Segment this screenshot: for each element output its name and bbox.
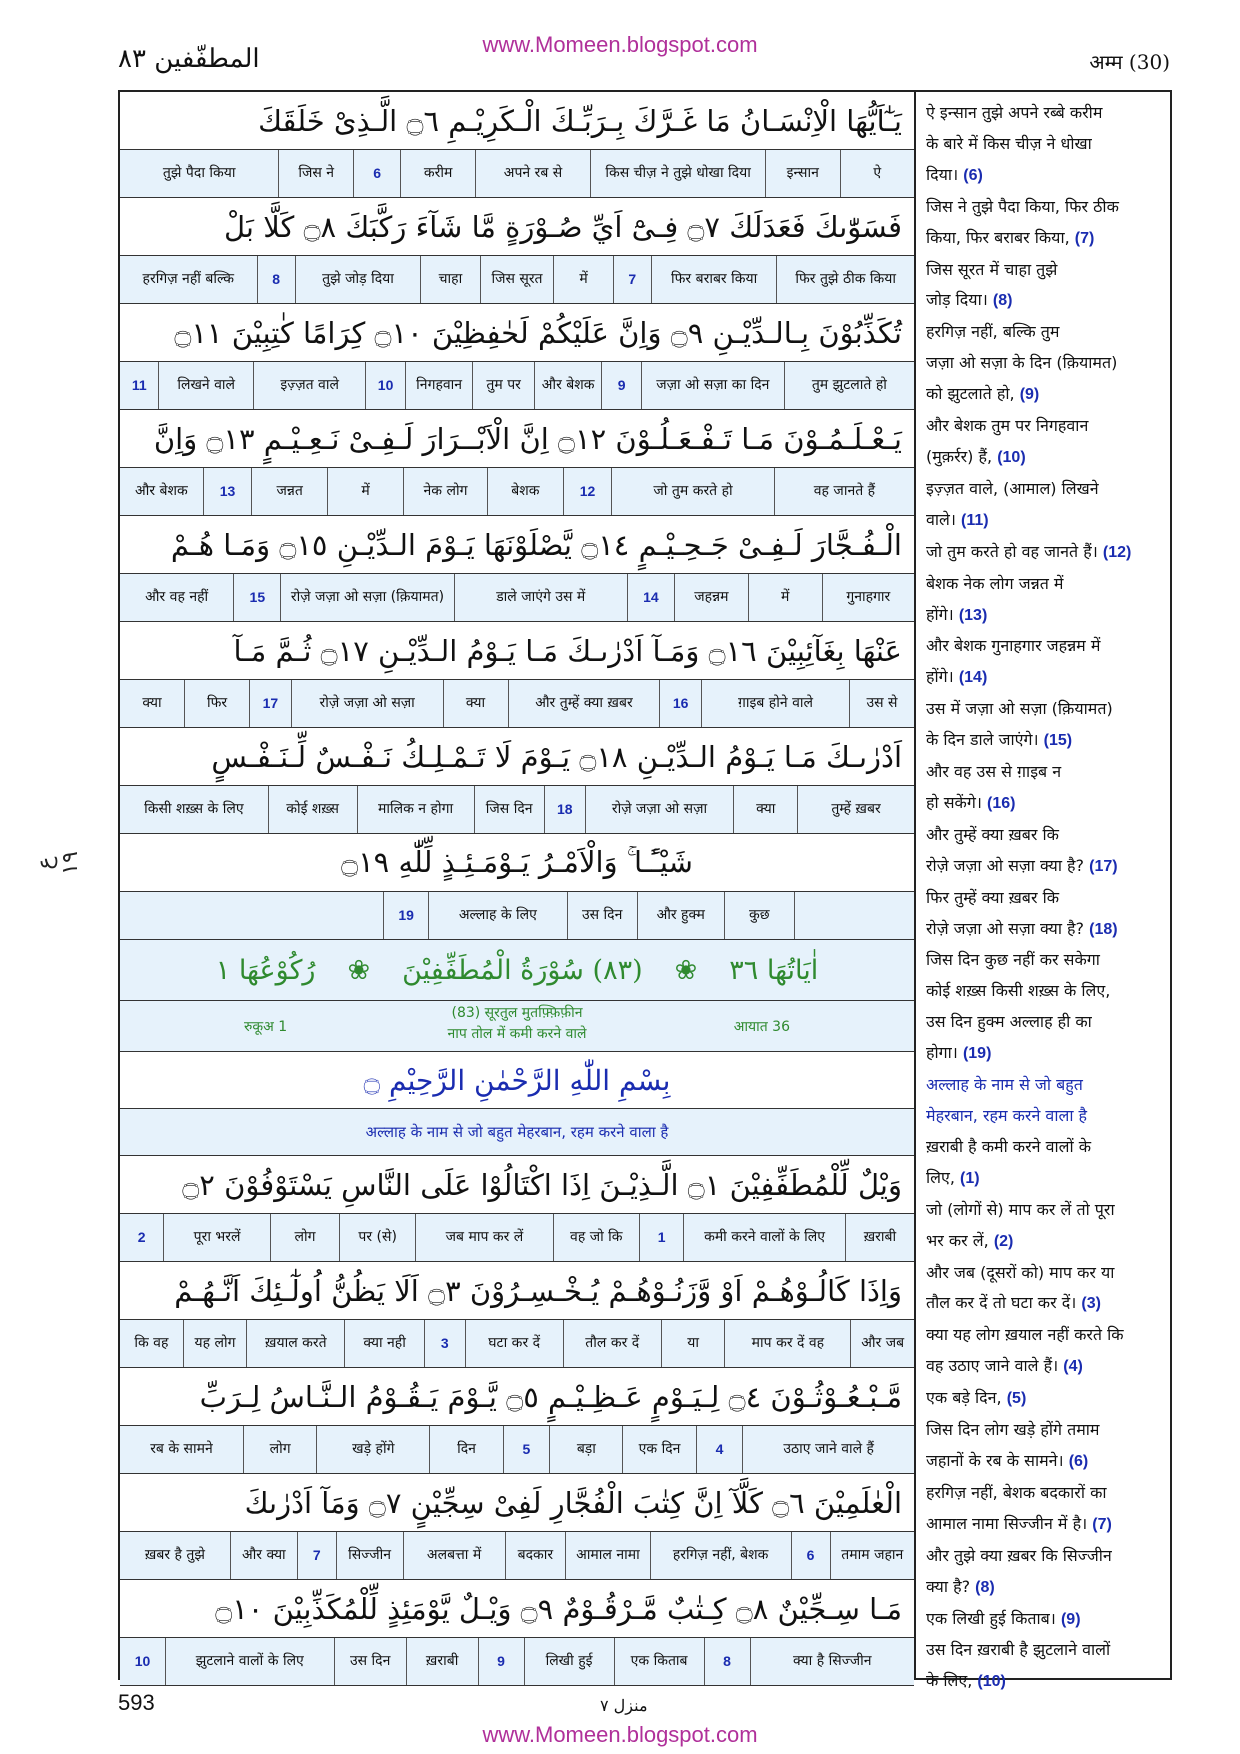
gloss-cell: फिर बराबर किया: [651, 256, 777, 303]
gloss-cell: डाले जाएंगे उस में: [454, 574, 627, 621]
verse-number: (1): [960, 1169, 980, 1187]
page-number: 593: [118, 1690, 155, 1715]
verse-number: (4): [1063, 1358, 1083, 1376]
gloss-cell: में: [748, 574, 822, 621]
verse-number: (7): [1074, 229, 1095, 247]
gloss-cell: वह जानते हैं: [774, 468, 914, 515]
gloss-cell: लिखी हुई: [524, 1638, 614, 1685]
side-line-text: को झुटलाते हो,: [926, 384, 1015, 404]
side-translation-line: [926, 631, 1166, 662]
side-line-text: उस दिन हुक्म अल्लाह ही का: [926, 1012, 1092, 1032]
gloss-cell: 1: [639, 1214, 683, 1261]
side-translation-line: [926, 788, 1166, 820]
side-line-text: भर कर लें,: [926, 1230, 989, 1250]
gloss-cell: 18: [544, 786, 585, 833]
verse-number: (18): [1089, 920, 1118, 938]
gloss-cell: नेक लोग: [403, 468, 487, 515]
header-site-url: www.Momeen.blogspot.com: [482, 32, 758, 57]
gloss-cell: पूरा भरलें: [163, 1214, 270, 1261]
side-translation-line: [926, 411, 1166, 442]
gloss-cell: जन्नत: [251, 468, 327, 515]
verse-number: (19): [962, 1045, 992, 1063]
gloss-cell: मालिक न होगा: [357, 786, 474, 833]
arabic-verse-line: مَّـبْـعُـوْثُـوْنَ ۝٤ لِـيَـوْمٍ عَـظِـيْـمٍ ۝٥ يَّـوْمَ يَـقُـوْمُ الـنَّـاسُ لِـرَبِّ: [120, 1368, 914, 1426]
surah-name-block: [120, 1003, 914, 1045]
side-translation-line: [926, 757, 1166, 788]
arabic-verse-line: يَـعْـلَـمُـوْنَ مَـا تَـفْـعَـلُـوْنَ ۝١٢ اِنَّ الْاَبْــرَارَ لَـفِـىْ نَـعِـيْـمٍ ۝١٣ وَاِنَّ: [120, 410, 914, 468]
side-line-text: दिया।: [926, 164, 959, 184]
gloss-cell: 14: [627, 574, 674, 621]
header-para-name: अम्म (30): [1089, 50, 1170, 74]
gloss-cell: खड़े होंगे: [316, 1426, 429, 1473]
side-translation-line: [926, 1101, 1166, 1132]
side-translation-line: [926, 1195, 1166, 1226]
gloss-cell: और बेशक: [135, 483, 188, 499]
side-translation-line: [926, 569, 1166, 600]
flower-ornament-icon: ❀: [347, 954, 371, 986]
side-line-text: और बेशक तुम पर निगहवान: [926, 416, 1089, 436]
side-line-text: उस दिन ख़राबी है झुटलाने वालों: [926, 1640, 1111, 1660]
side-translation-line: [926, 1509, 1166, 1541]
arabic-verse-line: عَنْهَا بِغَآئِبِيْنَ ۝١٦ وَمَـآ اَدْرٰىـكَ مَـا يَـوْمُ الـدِّيْـنِ ۝١٧ ثُـمَّ مَـآ: [120, 622, 914, 680]
word-gloss-row: [120, 574, 914, 622]
word-gloss-row: [120, 1638, 914, 1686]
gloss-cell: कि वह: [134, 1335, 169, 1351]
gloss-cell: जब माप कर लें: [415, 1214, 552, 1261]
gloss-cell: रोज़े जज़ा ओ सज़ा: [585, 786, 734, 833]
verse-number: (3): [1081, 1295, 1101, 1313]
gloss-cell: पर (से): [339, 1214, 415, 1261]
side-translation-line: [926, 223, 1166, 255]
gloss-cell: तमाम जहान: [830, 1532, 914, 1579]
side-translation-line: [926, 1320, 1166, 1351]
verse-number: (15): [1043, 732, 1073, 750]
gloss-cell: हरगिज़ नहीं बल्कि: [142, 271, 235, 287]
verse-number: (9): [1060, 1610, 1081, 1628]
side-line-text: बेशक नेक लोग जन्नत में: [926, 573, 1064, 593]
word-gloss-row: [120, 1214, 914, 1262]
gloss-cell: जहन्नम: [674, 574, 748, 621]
gloss-cell: अलबत्ता में: [403, 1532, 505, 1579]
bismillah-translation: अल्लाह के नाम से जो बहुत मेहरबान, रहम करने वाला है: [120, 1109, 914, 1156]
gloss-cell: 6: [791, 1532, 830, 1579]
gloss-cell: क्या नही: [344, 1320, 423, 1367]
gloss-empty-cell: [120, 892, 383, 939]
verse-number: (12): [1102, 543, 1132, 561]
side-line-text: क्या है?: [926, 1576, 971, 1596]
side-line-text: वह उठाए जाने वाले हैं।: [926, 1356, 1059, 1376]
gloss-cell: या: [661, 1320, 725, 1367]
gloss-cell: 10: [365, 362, 404, 409]
main-translation-table: [118, 90, 916, 1680]
gloss-cell: तुझे जोड़ दिया: [295, 256, 421, 303]
side-translation-line: [926, 1383, 1166, 1415]
side-translation-line: [926, 1604, 1166, 1636]
gloss-cell: करीम: [400, 150, 474, 197]
surah-info-bar: [120, 1001, 914, 1052]
side-translation-line: [926, 1258, 1166, 1289]
side-line-text: फिर तुम्हें क्या ख़बर कि: [926, 887, 1059, 907]
gloss-cell: कोई शख़्स: [268, 786, 357, 833]
gloss-cell: 5: [503, 1426, 550, 1473]
surah-ruku-count-hi: रुकूअ 1: [244, 1019, 288, 1035]
gloss-cell: किसी शख़्स के लिए: [144, 801, 244, 817]
side-line-text: अल्लाह के नाम से जो बहुत: [926, 1075, 1083, 1095]
side-line-text: एक बड़े दिन,: [926, 1388, 1002, 1408]
side-line-text: आमाल नामा सिज्जीन में है।: [926, 1513, 1088, 1533]
gloss-cell: और तुम्हें क्या ख़बर: [508, 680, 660, 727]
side-line-text: जिस दिन कुछ नहीं कर सकेगा: [926, 950, 1100, 970]
arabic-verse-line: الْعٰلَمِيْنَ ۝٦ كَلَّآ اِنَّ كِتٰبَ الْفُجَّارِ لَفِىْ سِجِّيْنٍ ۝٧ وَمَآ اَدْرٰىكَ: [120, 1474, 914, 1532]
gloss-cell: कमी करने वालों के लिए: [683, 1214, 845, 1261]
side-line-text: रोज़े जज़ा ओ सज़ा क्या है?: [926, 918, 1085, 938]
side-line-text: जिस सूरत में चाहा तुझे: [926, 259, 1058, 279]
gloss-cell: तुम्हें ख़बर: [797, 786, 914, 833]
side-line-text: ऐ इन्सान तुझे अपने रब्बे करीम: [926, 103, 1103, 122]
gloss-cell: माप कर दें वह: [724, 1320, 850, 1367]
gloss-cell: 2: [137, 1229, 146, 1245]
margin-ruku-mark: ع ١٩: [33, 851, 83, 875]
side-line-text: जोड़ दिया।: [926, 290, 988, 310]
gloss-cell: ऐ: [840, 150, 914, 197]
gloss-cell: कुछ: [724, 892, 794, 939]
gloss-cell: बेशक: [487, 468, 563, 515]
side-translation-line: [926, 820, 1166, 851]
side-line-text: (मुक़र्रर) हैं,: [926, 446, 993, 466]
side-line-text: जो (लोगों से) माप कर लें तो पूरा: [926, 1199, 1115, 1219]
word-gloss-row: [120, 892, 914, 940]
word-gloss-row: [120, 1532, 914, 1580]
side-translation-line: [926, 1007, 1166, 1038]
side-translation-line: [926, 600, 1166, 632]
verse-number: (10): [997, 448, 1026, 466]
side-translation-line: [926, 1070, 1166, 1101]
gloss-cell: 12: [563, 468, 611, 515]
gloss-cell: सिज्जीन: [336, 1532, 403, 1579]
verse-number: (14): [958, 669, 988, 687]
gloss-cell: 4: [696, 1426, 743, 1473]
gloss-cell: 8: [257, 256, 295, 303]
side-translation-line: [926, 1288, 1166, 1320]
side-line-text: किया, फिर बराबर किया,: [926, 227, 1070, 247]
side-translation-line: [926, 1446, 1166, 1478]
side-translation-line: [926, 1038, 1166, 1070]
arabic-verse-line: تُكَذِّبُوْنَ بِـالـدِّيْـنِ ۝٩ وَاِنَّ عَلَيْكُمْ لَحٰفِظِيْنَ ۝١٠ كِرَامًا كٰتِبِيْنَ ۝١١: [120, 304, 914, 362]
gloss-cell: किस चीज़ ने तुझे धोखा दिया: [590, 150, 765, 197]
verse-number: (10): [977, 1673, 1006, 1691]
side-translation-line: [926, 725, 1166, 757]
gloss-cell: जज़ा ओ सज़ा का दिन: [641, 362, 784, 409]
gloss-cell: इज़्ज़त वाले: [253, 362, 365, 409]
gloss-cell: वह जो कि: [553, 1214, 639, 1261]
arabic-verse-line: وَيْلٌ لِّلْمُطَفِّفِيْنَ ۝١ الَّـذِيْـنَ اِذَا اكْتَالُوْا عَلَى النَّاسِ يَسْتَوْفُوْنَ ۝٢: [120, 1156, 914, 1214]
side-line-text: जिस ने तुझे पैदा किया, फिर ठीक: [926, 196, 1119, 216]
gloss-cell: ख़राबी: [845, 1214, 914, 1261]
verse-number: (6): [1068, 1452, 1089, 1470]
surah-name-hi: (83) सूरतुल मुतफ़्फ़िफ़ीन: [451, 1005, 583, 1021]
gloss-cell: एक किताब: [614, 1638, 704, 1685]
gloss-cell: और बेशक: [534, 362, 602, 409]
side-translation-line: [926, 505, 1166, 537]
gloss-cell: गुनाहगार: [822, 574, 914, 621]
surah-name-ar: (٨٣) سُوْرَةُ الْمُطَفِّفِيْنَ: [402, 954, 643, 986]
side-translation-line: [926, 945, 1166, 976]
gloss-cell: 15: [233, 574, 280, 621]
gloss-cell: लिखने वाले: [158, 362, 252, 409]
arabic-verse-line: شَيْـًٔـا ۚ وَالْاَمْـرُ يَـوْمَـئِـذٍ لِّلّٰهِ ۝١٩: [120, 834, 914, 892]
gloss-cell: अल्लाह के लिए: [428, 892, 567, 939]
side-translation-line: [926, 914, 1166, 946]
gloss-cell: तुम झुटलाते हो: [784, 362, 914, 409]
surah-ayat-count-hi: आयात 36: [733, 1019, 790, 1035]
side-translation-line: [926, 129, 1166, 160]
gloss-cell: इन्सान: [765, 150, 839, 197]
gloss-cell: में: [327, 468, 403, 515]
gloss-cell: एक दिन: [622, 1426, 695, 1473]
gloss-cell: क्या: [733, 786, 797, 833]
word-gloss-row: [120, 1426, 914, 1474]
side-line-text: जो तुम करते हो वह जानते हैं।: [926, 541, 1098, 561]
side-line-text: और तुझे क्या ख़बर कि सिज्जीन: [926, 1545, 1112, 1565]
side-line-text: के दिन डाले जाएंगे।: [926, 730, 1039, 750]
gloss-cell: घटा कर दें: [465, 1320, 563, 1367]
footer-site-url: www.Momeen.blogspot.com: [482, 1722, 758, 1747]
side-line-text: होंगे।: [926, 604, 954, 624]
gloss-cell: ख़राबी: [406, 1638, 478, 1685]
side-translation-line: [926, 442, 1166, 474]
bismillah-arabic: بِسْمِ اللّٰهِ الرَّحْمٰنِ الرَّحِيْمِ ۝: [120, 1052, 914, 1109]
gloss-cell: फिर तुझे ठीक किया: [776, 256, 914, 303]
gloss-cell: 6: [353, 150, 400, 197]
gloss-cell: ख़याल करते: [246, 1320, 344, 1367]
side-line-text: उस में जज़ा ओ सज़ा (क़ियामत): [926, 699, 1113, 719]
gloss-cell: तौल कर दें: [563, 1320, 661, 1367]
side-line-text: और वह उस से ग़ाइब न: [926, 762, 1062, 782]
flower-ornament-icon: ❀: [674, 954, 698, 986]
gloss-cell: 16: [659, 680, 701, 727]
side-line-text: इज़्ज़त वाले, (आमाल) लिखने: [926, 478, 1099, 498]
surah-title-bar: [120, 940, 914, 1001]
side-translation-line: [926, 694, 1166, 725]
gloss-cell: आमाल नामा: [565, 1532, 649, 1579]
side-line-text: तौल कर दें तो घटा कर दें।: [926, 1293, 1077, 1313]
gloss-cell: उस दिन: [334, 1638, 406, 1685]
gloss-cell: ग़ाइब होने वाले: [701, 680, 849, 727]
gloss-cell: दिन: [429, 1426, 502, 1473]
gloss-cell: हरगिज़ नहीं, बेशक: [650, 1532, 791, 1579]
surah-ayat-count-ar: اٰيَاتُهَا ٣٦: [729, 954, 819, 986]
side-line-text: जिस दिन लोग खड़े होंगे तमाम: [926, 1420, 1100, 1440]
gloss-cell: और जब: [850, 1320, 914, 1367]
gloss-cell: निगहवान: [405, 362, 473, 409]
gloss-cell: तुझे पैदा किया: [162, 165, 236, 181]
gloss-cell: 3: [424, 1320, 465, 1367]
gloss-cell: झुटलाने वालों के लिए: [165, 1638, 334, 1685]
gloss-empty-cell: [794, 892, 914, 939]
verse-number: (7): [1092, 1515, 1112, 1533]
side-translation-line: [926, 537, 1166, 569]
gloss-cell: और हुक्म: [637, 892, 724, 939]
manzil-label: منزل ٧: [600, 1696, 648, 1715]
side-line-text: होगा।: [926, 1043, 958, 1063]
verse-number: (17): [1089, 857, 1118, 875]
gloss-cell: रब के सामने: [150, 1441, 213, 1457]
gloss-cell: जो तुम करते हो: [611, 468, 774, 515]
gloss-cell: क्या: [443, 680, 508, 727]
verse-number: (16): [987, 794, 1016, 812]
arabic-verse-line: اَدْرٰىـكَ مَـا يَـوْمُ الـدِّيْـنِ ۝١٨ يَـوْمَ لَا تَـمْـلِـكُ نَـفْـسٌ لِّـنَـفْـسٍ: [120, 728, 914, 786]
gloss-cell: 10: [134, 1653, 151, 1669]
side-translation-line: [926, 883, 1166, 914]
side-line-text: के लिए,: [926, 1671, 973, 1691]
arabic-verse-line: يَـٰٓاَيُّهَا الْاِنْسَـانُ مَا غَـرَّكَ بِـرَبِّـكَ الْـكَرِيْـمِ ۝٦ الَّـذِىْ خَلَقَكَ: [120, 92, 914, 150]
gloss-cell: लोग: [270, 1214, 339, 1261]
word-gloss-row: [120, 680, 914, 728]
verse-number: (13): [958, 606, 988, 624]
side-line-text: और तुम्हें क्या ख़बर कि: [926, 824, 1059, 844]
side-translation-line: [926, 160, 1166, 192]
side-translation-line: [926, 192, 1166, 223]
gloss-cell: चाहा: [420, 256, 479, 303]
verse-number: (9): [1019, 386, 1040, 404]
side-translation-line: [926, 98, 1166, 129]
surah-meaning-hi: नाप तोल में कमी करने वाले: [447, 1026, 587, 1042]
gloss-cell: रोज़े जज़ा ओ सज़ा (क़ियामत): [280, 574, 453, 621]
side-line-text: और बेशक गुनाहगार जहन्नम में: [926, 636, 1101, 656]
arabic-verse-line: مَـا سِـجِّيْنٌ ۝٨ كِـتٰبٌ مَّـرْقُـوْمٌ ۝٩ وَيْـلٌ يَّوْمَئِذٍ لِّلْمُكَذِّبِيْنَ ۝١٠: [120, 1580, 914, 1638]
side-translation-line: [926, 317, 1166, 348]
gloss-cell: 9: [478, 1638, 524, 1685]
verse-number: (2): [993, 1232, 1014, 1250]
side-line-text: एक लिखी हुई किताब।: [926, 1608, 1056, 1628]
verse-number: (5): [1006, 1390, 1027, 1408]
gloss-cell: 17: [249, 680, 291, 727]
side-line-text: होंगे।: [926, 667, 954, 687]
gloss-cell: 7: [297, 1532, 336, 1579]
side-line-text: कोई शख़्स किसी शख़्स के लिए,: [926, 981, 1111, 1001]
word-gloss-row: [120, 1320, 914, 1368]
side-translation-line: [926, 1163, 1166, 1195]
gloss-cell: बड़ा: [549, 1426, 622, 1473]
side-line-text: और जब (दूसरों को) माप कर या: [926, 1262, 1115, 1282]
gloss-cell: क्या: [142, 695, 162, 711]
side-translation-line: [926, 474, 1166, 505]
verses-block-2: [120, 1156, 914, 1686]
gloss-cell: जिस सूरत: [480, 256, 554, 303]
arabic-verse-line: فَسَوّٰىكَ فَعَدَلَكَ ۝٧ فِـىْٓ اَيِّ صُـوْرَةٍ مَّا شَآءَ رَكَّبَكَ ۝٨ كَلَّا بَلْ: [120, 198, 914, 256]
gloss-cell: जिस ने: [278, 150, 352, 197]
side-translation-line: [926, 255, 1166, 286]
verses-block-1: [120, 92, 914, 940]
side-translation-line: [926, 1226, 1166, 1258]
gloss-cell: फिर: [184, 680, 249, 727]
gloss-cell: 7: [613, 256, 651, 303]
gloss-cell: यह लोग: [183, 1320, 247, 1367]
side-translation-line: [926, 1478, 1166, 1509]
gloss-cell: 8: [704, 1638, 750, 1685]
side-line-text: मेहरबान, रहम करने वाला है: [926, 1106, 1088, 1125]
side-line-text: जज़ा ओ सज़ा के दिन (क़ियामत): [926, 353, 1118, 373]
gloss-cell: और क्या: [230, 1532, 297, 1579]
gloss-cell: 11: [131, 377, 147, 393]
gloss-cell: लोग: [243, 1426, 316, 1473]
gloss-cell: तुम पर: [472, 362, 533, 409]
gloss-cell: और वह नहीं: [145, 589, 209, 605]
verse-number: (11): [961, 511, 989, 529]
gloss-cell: जिस दिन: [474, 786, 544, 833]
side-translation-line: [926, 662, 1166, 694]
side-line-text: हो सकेंगे।: [926, 792, 982, 812]
surah-ruku-count-ar: رُكُوْعُهَا ١: [215, 954, 316, 986]
verse-number: (6): [963, 166, 983, 184]
side-translation-line: [926, 851, 1166, 883]
arabic-verse-line: وَاِذَا كَالُـوْهُـمْ اَوْ وَّزَنُـوْهُـمْ يُـخْـسِـرُوْنَ ۝٣ اَلَا يَظُنُّ اُولٰٓـئِكَ اَنَّـهُـمْ: [120, 1262, 914, 1320]
side-line-text: रोज़े जज़ा ओ सज़ा क्या है?: [926, 855, 1085, 875]
side-translation-line: [926, 1572, 1166, 1604]
side-line-text: हरगिज़ नहीं, बल्कि तुम: [926, 322, 1060, 342]
side-translation-column: [916, 90, 1172, 1691]
side-translation-line: [926, 1666, 1166, 1698]
gloss-cell: 19: [383, 892, 428, 939]
word-gloss-row: [120, 786, 914, 834]
gloss-cell: क्या है सिज्जीन: [750, 1638, 914, 1685]
side-translation-line: [926, 1132, 1166, 1163]
arabic-verse-line: الْـفُـجَّارَ لَـفِـىْ جَـحِـيْـمٍ ۝١٤ يَّصْلَوْنَهَا يَـوْمَ الـدِّيْـنِ ۝١٥ وَمَـا هُـمْ: [120, 516, 914, 574]
gloss-cell: 9: [601, 362, 640, 409]
side-translation-line: [926, 379, 1166, 411]
word-gloss-row: [120, 150, 914, 198]
gloss-cell: बदकार: [505, 1532, 566, 1579]
side-translation-line: [926, 1351, 1166, 1383]
side-translation-line: [926, 348, 1166, 379]
gloss-cell: अपने रब से: [475, 150, 590, 197]
gloss-cell: में: [553, 256, 612, 303]
side-line-text: लिए,: [926, 1167, 955, 1187]
side-translation-line: [926, 1415, 1166, 1446]
verse-number: (8): [975, 1578, 995, 1596]
side-line-text: हरगिज़ नहीं, बेशक बदकारों का: [926, 1482, 1107, 1502]
word-gloss-row: [120, 362, 914, 410]
side-line-text: ख़राबी है कमी करने वालों के: [926, 1136, 1092, 1156]
word-gloss-row: [120, 468, 914, 516]
side-translation-line: [926, 976, 1166, 1007]
side-translation-line: [926, 1541, 1166, 1572]
gloss-cell: 13: [203, 468, 251, 515]
gloss-cell: उठाए जाने वाले हैं: [742, 1426, 914, 1473]
gloss-cell: उस से: [849, 680, 914, 727]
side-line-text: के बारे में किस चीज़ ने धोखा: [926, 133, 1092, 153]
gloss-cell: ख़बर है तुझे: [144, 1547, 205, 1563]
side-line-text: वाले।: [926, 509, 956, 529]
side-translation-line: [926, 1635, 1166, 1666]
gloss-cell: उस दिन: [567, 892, 637, 939]
gloss-cell: रोज़े जज़ा ओ सज़ा: [291, 680, 443, 727]
side-line-text: क्या यह लोग ख़याल नहीं करते कि: [926, 1325, 1124, 1345]
side-line-text: जहानों के रब के सामने।: [926, 1450, 1064, 1470]
header-surah-name: المطفّفين ٨٣: [118, 44, 260, 74]
side-translation-line: [926, 285, 1166, 317]
word-gloss-row: [120, 256, 914, 304]
verse-number: (8): [992, 292, 1013, 310]
